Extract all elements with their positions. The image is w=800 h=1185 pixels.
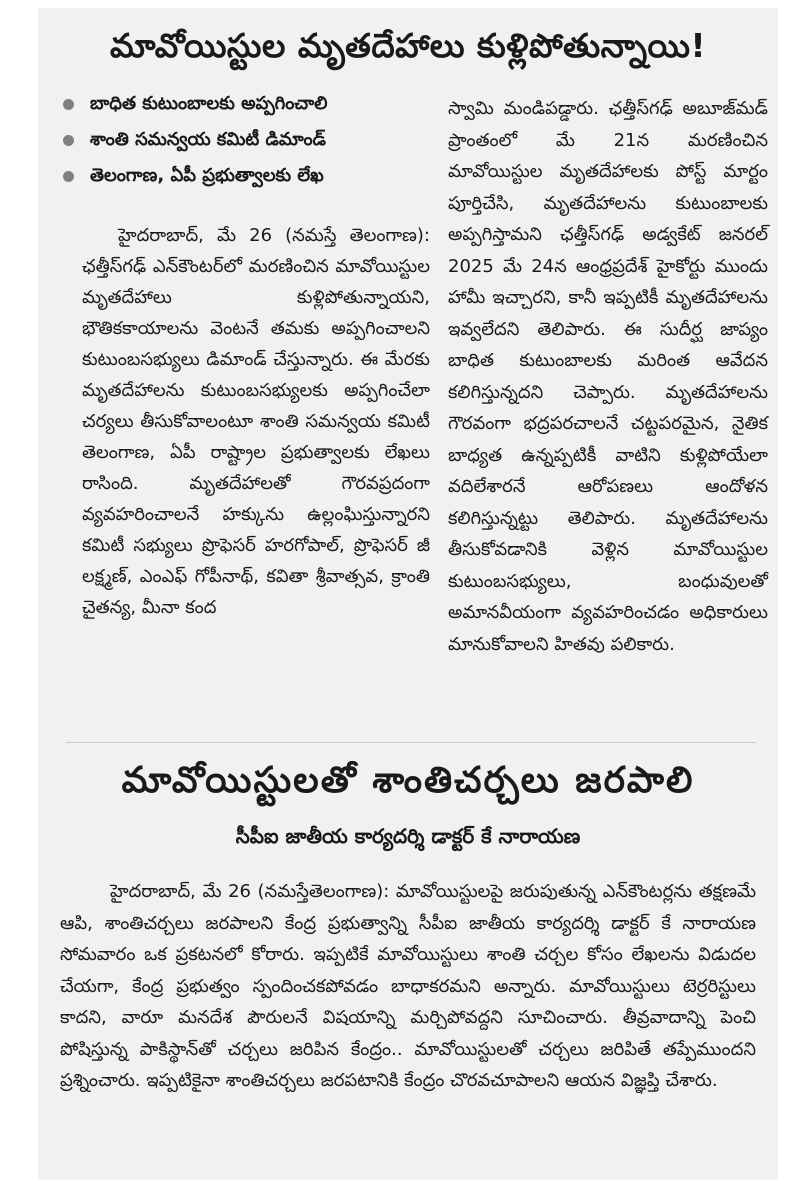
highlight-item bbox=[60, 158, 420, 194]
highlight-item bbox=[60, 86, 420, 122]
highlight-text: శాంతి సమన్వయ కమిటీ డిమాండ్ bbox=[90, 129, 326, 150]
article1-body-left-column: హైదరాబాద్, మే 26 (నమస్తే తెలంగాణ): ఛత్తీస్‌గఢ్ ఎన్‌కౌంటర్‌లో మరణించిన మావోయిస్టుల మృతదేహాలు కుళ్లిపోతున్నాయని, భౌతికకాయాలను వెంటనే తమకు అప్పగించాలని కుటుంబసభ్యులు డిమాండ్ చేస్తున్నారు. ఈ మేరకు మృతదేహాలను కుటుంబసభ్యులకు అప్పగించేలా చర్యలు తీసుకోవాలంటూ శాంతి సమన్వయ కమిటీ తెలంగాణ, ఏపీ రాష్ట్రాల ప్రభుత్వాలకు లేఖలు రాసింది. మృతదేహాలతో గౌరవప్రదంగా వ్యవహరించాలనే హక్కును ఉల్లంఘిస్తున్నారని కమిటీ సభ్యులు ప్రొఫెసర్ హరగోపాల్, ప్రొఫెసర్ జీ లక్ష్మణ్, ఎంఎఫ్ గోపీనాథ్, కవితా శ్రీవాత్సవ, క్రాంతి చైతన్య, మీనా కంద bbox=[82, 225, 430, 618]
bullet-dot-icon bbox=[63, 171, 74, 182]
highlight-item bbox=[60, 122, 420, 158]
bullet-dot-icon bbox=[63, 99, 74, 110]
article1-highlights bbox=[60, 86, 420, 194]
newspaper-clipping bbox=[38, 8, 778, 1180]
article2-body: హైదరాబాద్, మే 26 (నమస్తేతెలంగాణ): మావోయిస్టులపై జరుపుతున్న ఎన్‌కౌంటర్లను తక్షణమే ఆపి, శాంతిచర్చలు జరపాలని కేంద్ర ప్రభుత్వాన్ని సీపీఐ జాతీయ కార్యదర్శి డాక్టర్ కే నారాయణ సోమవారం ఒక ప్రకటనలో కోరారు. ఇప్పటికే మావోయిస్టులు శాంతి చర్చల కోసం లేఖలను విడుదల చేయగా, కేంద్ర ప్రభుత్వం స్పందించకపోవడం బాధాకరమని అన్నారు. మావోయిస్టులు టెర్రరిస్టులు కాదని, వారూ మనదేశ పౌరులనే విషయాన్ని మర్చిపోవద్దని సూచించారు. తీవ్రవాదాన్ని పెంచి పోషిస్తున్న పాకిస్థాన్‌తో చర్చలు జరిపిన కేంద్రం.. మావోయిస్టులతో చర్చలు జరిపితే తప్పేముందని ప్రశ్నించారు. ఇప్పటికైనా శాంతిచర్చలు జరపటానికి కేంద్రం చొరవచూపాలని ఆయన విజ్ఞప్తి చేశారు. bbox=[60, 881, 756, 1091]
highlight-text: తెలంగాణ, ఏపీ ప్రభుత్వాలకు లేఖ bbox=[90, 165, 324, 186]
highlight-text: బాధిత కుటుంబాలకు అప్పగించాలి bbox=[90, 93, 328, 114]
article1-body-right-column: స్వామి మండిపడ్డారు. ఛత్తీస్‌గఢ్ అబూజ్‌మడ్ ప్రాంతంలో మే 21న మరణించిన మావోయిస్టుల మృతదేహాలకు పోస్ట్ మార్టం పూర్తిచేసి, మృతదేహాలను కుటుంబాలకు అప్పగిస్తామని ఛత్తీస్‌గఢ్ అడ్వకేట్ జనరల్ 2025 మే 24న ఆంధ్రప్రదేశ్ హైకోర్టు ముందు హామీ ఇచ్చారని, కానీ ఇప్పటికీ మృతదేహాలను ఇవ్వలేదని తెలిపారు. ఈ సుదీర్ఘ జాప్యం బాధిత కుటుంబాలకు మరింత ఆవేదన కలిగిస్తున్నదని చెప్పారు. మృతదేహాలను గౌరవంగా భద్రపరచాలనే చట్టపరమైన, నైతిక బాధ్యత ఉన్నప్పటికీ వాటిని కుళ్లిపోయేలా వదిలేశారనే ఆరోపణలు ఆందోళన కలిగిస్తున్నట్టు తెలిపారు. మృతదేహాలను తీసుకోవడానికి వెళ్లిన మావోయిస్టుల కుటుంబసభ్యులు, బంధువులతో అమానవీయంగా వ్యవహరించడం అధికారులు మానుకోవాలని హితవు పలికారు. bbox=[448, 98, 768, 655]
article-divider bbox=[66, 742, 756, 743]
article2-headline: మావోయిస్టులతో శాంతిచర్చలు జరపాలి bbox=[121, 760, 695, 801]
article1-headline: మావోయిస్టుల మృతదేహాలు కుళ్లిపోతున్నాయి! bbox=[109, 26, 707, 65]
bullet-dot-icon bbox=[63, 135, 74, 146]
article2-subheadline: సీపీఐ జాతీయ కార్యదర్శి డాక్టర్ కే నారాయణ bbox=[235, 824, 581, 848]
